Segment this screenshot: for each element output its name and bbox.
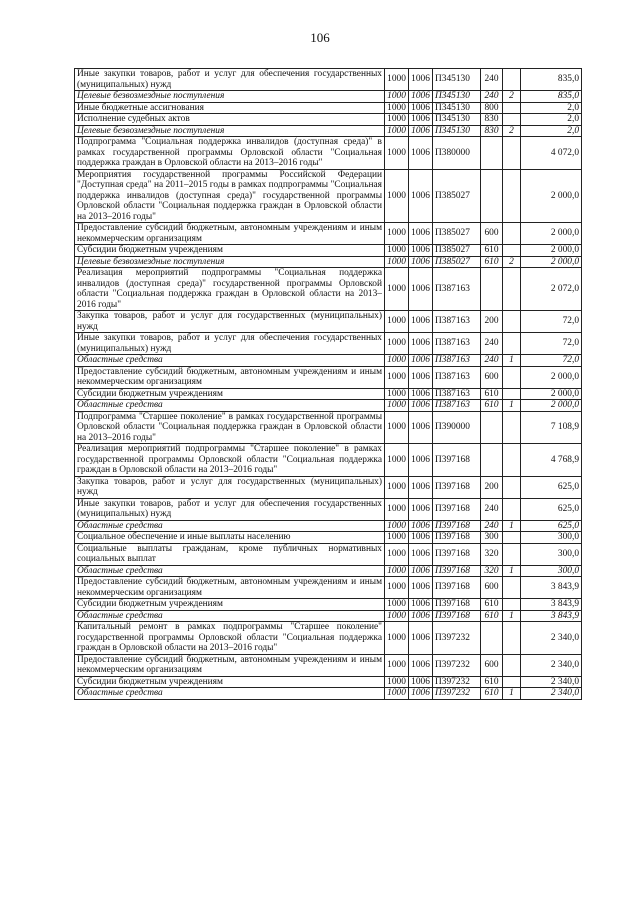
row-name-cell: Целевые безвозмездные поступления — [75, 91, 385, 103]
expense-type-cell: 600 — [481, 366, 503, 388]
row-name-cell: Областные средства — [75, 520, 385, 532]
amount-cell: 625,0 — [521, 476, 582, 498]
target-article-cell: П345130 — [433, 125, 481, 137]
section-code-cell: 1000 — [385, 676, 409, 688]
subsection-code-cell: 1006 — [409, 577, 433, 599]
target-article-cell: П397168 — [433, 610, 481, 622]
table-row — [75, 366, 582, 388]
section-code-cell: 1000 — [385, 366, 409, 388]
expense-type-cell — [481, 444, 503, 477]
subsection-code-cell: 1006 — [409, 388, 433, 400]
expense-type-cell — [481, 268, 503, 311]
subsection-code-cell: 1006 — [409, 114, 433, 126]
amount-cell: 2 340,0 — [521, 654, 582, 676]
table-row — [75, 223, 582, 245]
amount-cell: 3 843,9 — [521, 577, 582, 599]
expense-type-cell: 240 — [481, 91, 503, 103]
target-article-cell: П387163 — [433, 311, 481, 333]
table-row — [75, 333, 582, 355]
target-article-cell: П397232 — [433, 622, 481, 655]
section-code-cell: 1000 — [385, 333, 409, 355]
target-article-cell: П387163 — [433, 355, 481, 367]
budget-table — [74, 68, 582, 700]
expense-type-cell: 610 — [481, 400, 503, 412]
amount-cell: 4 768,9 — [521, 444, 582, 477]
subsection-code-cell: 1006 — [409, 245, 433, 257]
section-code-cell: 1000 — [385, 125, 409, 137]
amount-cell: 2 340,0 — [521, 622, 582, 655]
subsection-code-cell: 1006 — [409, 366, 433, 388]
row-name-cell: Иные закупки товаров, работ и услуг для обеспечения государственных (муниципальных) нужд — [75, 498, 385, 520]
section-code-cell: 1000 — [385, 102, 409, 114]
row-name-cell: Областные средства — [75, 688, 385, 700]
amount-cell: 2 000,0 — [521, 366, 582, 388]
expense-type-cell: 240 — [481, 355, 503, 367]
target-article-cell: П345130 — [433, 102, 481, 114]
funding-source-cell — [503, 388, 521, 400]
funding-source-cell — [503, 532, 521, 544]
row-name-cell: Социальные выплаты гражданам, кроме публичных нормативных социальных выплат — [75, 543, 385, 565]
funding-source-cell: 1 — [503, 610, 521, 622]
row-name-cell: Реализация мероприятий подпрограммы "Социальная поддержка инвалидов (доступная среда)" государственной программы Орловской области "Социальная поддержка граждан в Орловской области на 2013–2016 годы" — [75, 268, 385, 311]
amount-cell: 625,0 — [521, 520, 582, 532]
amount-cell: 2,0 — [521, 114, 582, 126]
amount-cell: 2 000,0 — [521, 256, 582, 268]
expense-type-cell: 800 — [481, 102, 503, 114]
subsection-code-cell: 1006 — [409, 622, 433, 655]
row-name-cell: Закупка товаров, работ и услуг для государственных (муниципальных) нужд — [75, 476, 385, 498]
table-row — [75, 245, 582, 257]
table-row — [75, 137, 582, 170]
section-code-cell: 1000 — [385, 622, 409, 655]
funding-source-cell: 2 — [503, 91, 521, 103]
expense-type-cell — [481, 411, 503, 444]
funding-source-cell — [503, 245, 521, 257]
target-article-cell: П387163 — [433, 400, 481, 412]
subsection-code-cell: 1006 — [409, 610, 433, 622]
funding-source-cell — [503, 69, 521, 91]
row-name-cell: Иные закупки товаров, работ и услуг для обеспечения государственных (муниципальных) нужд — [75, 69, 385, 91]
amount-cell: 3 843,9 — [521, 610, 582, 622]
subsection-code-cell: 1006 — [409, 543, 433, 565]
funding-source-cell — [503, 411, 521, 444]
funding-source-cell — [503, 137, 521, 170]
section-code-cell: 1000 — [385, 610, 409, 622]
target-article-cell: П397168 — [433, 543, 481, 565]
target-article-cell: П345130 — [433, 69, 481, 91]
page-number: 106 — [310, 30, 330, 45]
table-row — [75, 256, 582, 268]
funding-source-cell — [503, 366, 521, 388]
expense-type-cell: 600 — [481, 577, 503, 599]
section-code-cell: 1000 — [385, 565, 409, 577]
section-code-cell: 1000 — [385, 311, 409, 333]
target-article-cell: П397168 — [433, 520, 481, 532]
row-name-cell: Субсидии бюджетным учреждениям — [75, 388, 385, 400]
expense-type-cell: 240 — [481, 498, 503, 520]
amount-cell: 3 843,9 — [521, 599, 582, 611]
table-row — [75, 169, 582, 223]
row-name-cell: Подпрограмма "Социальная поддержка инвалидов (доступная среда)" в рамках государственной программы Орловской области "Социальная поддержка граждан в Орловской области на 2013–2016 годы" — [75, 137, 385, 170]
amount-cell: 2,0 — [521, 125, 582, 137]
funding-source-cell: 1 — [503, 565, 521, 577]
row-name-cell: Субсидии бюджетным учреждениям — [75, 245, 385, 257]
row-name-cell: Предоставление субсидий бюджетным, автономным учреждениям и иным некоммерческим организациям — [75, 366, 385, 388]
amount-cell: 7 108,9 — [521, 411, 582, 444]
amount-cell: 300,0 — [521, 565, 582, 577]
section-code-cell: 1000 — [385, 388, 409, 400]
expense-type-cell: 610 — [481, 676, 503, 688]
table-row — [75, 411, 582, 444]
row-name-cell: Исполнение судебных актов — [75, 114, 385, 126]
amount-cell: 72,0 — [521, 333, 582, 355]
amount-cell: 835,0 — [521, 69, 582, 91]
amount-cell: 2 340,0 — [521, 688, 582, 700]
row-name-cell: Субсидии бюджетным учреждениям — [75, 676, 385, 688]
row-name-cell: Областные средства — [75, 565, 385, 577]
funding-source-cell: 1 — [503, 400, 521, 412]
row-name-cell: Подпрограмма "Старшее поколение" в рамках государственной программы Орловской области "Социальная поддержка граждан в Орловской области на 2013–2016 годы" — [75, 411, 385, 444]
funding-source-cell — [503, 543, 521, 565]
funding-source-cell: 2 — [503, 125, 521, 137]
expense-type-cell: 610 — [481, 599, 503, 611]
row-name-cell: Мероприятия государственной программы Российской Федерации "Доступная среда" на 2011–2015 годы в рамках подпрограммы "Социальная поддержка инвалидов (доступная среда)" государственной программы Орловской области "Социальная поддержка граждан в Орловской области на 2013–2016 годы" — [75, 169, 385, 223]
expense-type-cell: 610 — [481, 388, 503, 400]
funding-source-cell — [503, 169, 521, 223]
target-article-cell: П397168 — [433, 577, 481, 599]
target-article-cell: П387163 — [433, 333, 481, 355]
expense-type-cell: 200 — [481, 476, 503, 498]
section-code-cell: 1000 — [385, 268, 409, 311]
expense-type-cell: 200 — [481, 311, 503, 333]
subsection-code-cell: 1006 — [409, 654, 433, 676]
target-article-cell: П385027 — [433, 245, 481, 257]
subsection-code-cell: 1006 — [409, 355, 433, 367]
table-row — [75, 676, 582, 688]
target-article-cell: П397168 — [433, 444, 481, 477]
subsection-code-cell: 1006 — [409, 223, 433, 245]
section-code-cell: 1000 — [385, 532, 409, 544]
row-name-cell: Иные закупки товаров, работ и услуг для обеспечения государственных (муниципальных) нужд — [75, 333, 385, 355]
subsection-code-cell: 1006 — [409, 676, 433, 688]
section-code-cell: 1000 — [385, 688, 409, 700]
amount-cell: 625,0 — [521, 498, 582, 520]
funding-source-cell — [503, 114, 521, 126]
target-article-cell: П397232 — [433, 654, 481, 676]
section-code-cell: 1000 — [385, 245, 409, 257]
target-article-cell: П345130 — [433, 114, 481, 126]
table-row — [75, 577, 582, 599]
section-code-cell: 1000 — [385, 498, 409, 520]
section-code-cell: 1000 — [385, 654, 409, 676]
expense-type-cell — [481, 169, 503, 223]
subsection-code-cell: 1006 — [409, 137, 433, 170]
funding-source-cell — [503, 577, 521, 599]
table-row — [75, 520, 582, 532]
section-code-cell: 1000 — [385, 223, 409, 245]
subsection-code-cell: 1006 — [409, 102, 433, 114]
row-name-cell: Социальное обеспечение и иные выплаты населению — [75, 532, 385, 544]
expense-type-cell: 610 — [481, 688, 503, 700]
subsection-code-cell: 1006 — [409, 565, 433, 577]
target-article-cell: П387163 — [433, 268, 481, 311]
expense-type-cell: 300 — [481, 532, 503, 544]
subsection-code-cell: 1006 — [409, 411, 433, 444]
amount-cell: 2 000,0 — [521, 245, 582, 257]
table-row — [75, 268, 582, 311]
funding-source-cell — [503, 444, 521, 477]
target-article-cell: П385027 — [433, 169, 481, 223]
amount-cell: 2 340,0 — [521, 676, 582, 688]
funding-source-cell — [503, 654, 521, 676]
section-code-cell: 1000 — [385, 400, 409, 412]
funding-source-cell — [503, 498, 521, 520]
section-code-cell: 1000 — [385, 543, 409, 565]
funding-source-cell — [503, 599, 521, 611]
expense-type-cell: 320 — [481, 543, 503, 565]
row-name-cell: Предоставление субсидий бюджетным, автономным учреждениям и иным некоммерческим организациям — [75, 654, 385, 676]
funding-source-cell — [503, 333, 521, 355]
section-code-cell: 1000 — [385, 256, 409, 268]
amount-cell: 300,0 — [521, 543, 582, 565]
row-name-cell: Капитальный ремонт в рамках подпрограммы "Старшее поколение" государственной программы Орловской области "Социальная поддержка граждан в Орловской области на 2013–2016 годы" — [75, 622, 385, 655]
table-row — [75, 311, 582, 333]
section-code-cell: 1000 — [385, 169, 409, 223]
row-name-cell: Целевые безвозмездные поступления — [75, 256, 385, 268]
target-article-cell: П397232 — [433, 688, 481, 700]
expense-type-cell — [481, 137, 503, 170]
target-article-cell: П385027 — [433, 256, 481, 268]
row-name-cell: Областные средства — [75, 355, 385, 367]
expense-type-cell: 610 — [481, 245, 503, 257]
subsection-code-cell: 1006 — [409, 125, 433, 137]
subsection-code-cell: 1006 — [409, 69, 433, 91]
expense-type-cell — [481, 622, 503, 655]
table-row — [75, 498, 582, 520]
section-code-cell: 1000 — [385, 137, 409, 170]
table-row — [75, 599, 582, 611]
amount-cell: 72,0 — [521, 355, 582, 367]
table-body — [75, 69, 582, 700]
amount-cell: 2 000,0 — [521, 169, 582, 223]
table-row — [75, 610, 582, 622]
target-article-cell: П380000 — [433, 137, 481, 170]
subsection-code-cell: 1006 — [409, 169, 433, 223]
table-row — [75, 444, 582, 477]
funding-source-cell — [503, 476, 521, 498]
amount-cell: 2,0 — [521, 102, 582, 114]
amount-cell: 72,0 — [521, 311, 582, 333]
target-article-cell: П387163 — [433, 388, 481, 400]
section-code-cell: 1000 — [385, 444, 409, 477]
target-article-cell: П345130 — [433, 91, 481, 103]
section-code-cell: 1000 — [385, 577, 409, 599]
table-row — [75, 543, 582, 565]
target-article-cell: П390000 — [433, 411, 481, 444]
table-row — [75, 688, 582, 700]
funding-source-cell — [503, 622, 521, 655]
funding-source-cell — [503, 268, 521, 311]
table-row — [75, 476, 582, 498]
amount-cell: 2 072,0 — [521, 268, 582, 311]
row-name-cell: Субсидии бюджетным учреждениям — [75, 599, 385, 611]
section-code-cell: 1000 — [385, 91, 409, 103]
subsection-code-cell: 1006 — [409, 532, 433, 544]
table-row — [75, 69, 582, 91]
target-article-cell: П397168 — [433, 498, 481, 520]
funding-source-cell — [503, 676, 521, 688]
subsection-code-cell: 1006 — [409, 476, 433, 498]
table-row — [75, 355, 582, 367]
row-name-cell: Предоставление субсидий бюджетным, автономным учреждениям и иным некоммерческим организациям — [75, 577, 385, 599]
funding-source-cell: 2 — [503, 256, 521, 268]
section-code-cell: 1000 — [385, 355, 409, 367]
table-row — [75, 565, 582, 577]
amount-cell: 2 000,0 — [521, 400, 582, 412]
subsection-code-cell: 1006 — [409, 333, 433, 355]
funding-source-cell — [503, 311, 521, 333]
row-name-cell: Областные средства — [75, 610, 385, 622]
expense-type-cell: 830 — [481, 125, 503, 137]
target-article-cell: П397168 — [433, 599, 481, 611]
expense-type-cell: 830 — [481, 114, 503, 126]
table-row — [75, 622, 582, 655]
section-code-cell: 1000 — [385, 114, 409, 126]
table-row — [75, 125, 582, 137]
row-name-cell: Областные средства — [75, 400, 385, 412]
table-row — [75, 114, 582, 126]
expense-type-cell: 320 — [481, 565, 503, 577]
expense-type-cell: 240 — [481, 333, 503, 355]
subsection-code-cell: 1006 — [409, 599, 433, 611]
target-article-cell: П387163 — [433, 366, 481, 388]
table-row — [75, 102, 582, 114]
funding-source-cell: 1 — [503, 520, 521, 532]
subsection-code-cell: 1006 — [409, 311, 433, 333]
target-article-cell: П385027 — [433, 223, 481, 245]
subsection-code-cell: 1006 — [409, 400, 433, 412]
table-row — [75, 91, 582, 103]
target-article-cell: П397168 — [433, 565, 481, 577]
subsection-code-cell: 1006 — [409, 520, 433, 532]
expense-type-cell: 600 — [481, 654, 503, 676]
funding-source-cell — [503, 102, 521, 114]
table-row — [75, 532, 582, 544]
expense-type-cell: 610 — [481, 256, 503, 268]
target-article-cell: П397168 — [433, 532, 481, 544]
section-code-cell: 1000 — [385, 69, 409, 91]
amount-cell: 2 000,0 — [521, 388, 582, 400]
subsection-code-cell: 1006 — [409, 91, 433, 103]
section-code-cell: 1000 — [385, 476, 409, 498]
row-name-cell: Предоставление субсидий бюджетным, автономным учреждениям и иным некоммерческим организациям — [75, 223, 385, 245]
expense-type-cell: 610 — [481, 610, 503, 622]
subsection-code-cell: 1006 — [409, 256, 433, 268]
amount-cell: 4 072,0 — [521, 137, 582, 170]
amount-cell: 2 000,0 — [521, 223, 582, 245]
expense-type-cell: 240 — [481, 69, 503, 91]
amount-cell: 300,0 — [521, 532, 582, 544]
subsection-code-cell: 1006 — [409, 268, 433, 311]
row-name-cell: Закупка товаров, работ и услуг для государственных (муниципальных) нужд — [75, 311, 385, 333]
subsection-code-cell: 1006 — [409, 688, 433, 700]
table-row — [75, 400, 582, 412]
amount-cell: 835,0 — [521, 91, 582, 103]
subsection-code-cell: 1006 — [409, 498, 433, 520]
expense-type-cell: 600 — [481, 223, 503, 245]
expense-type-cell: 240 — [481, 520, 503, 532]
section-code-cell: 1000 — [385, 520, 409, 532]
row-name-cell: Реализация мероприятий подпрограммы "Старшее поколение" в рамках государственной программы Орловской области "Социальная поддержка граждан в Орловской области на 2013–2016 годы" — [75, 444, 385, 477]
target-article-cell: П397232 — [433, 676, 481, 688]
row-name-cell: Целевые безвозмездные поступления — [75, 125, 385, 137]
table-row — [75, 654, 582, 676]
table-row — [75, 388, 582, 400]
funding-source-cell — [503, 223, 521, 245]
funding-source-cell: 1 — [503, 688, 521, 700]
section-code-cell: 1000 — [385, 411, 409, 444]
funding-source-cell: 1 — [503, 355, 521, 367]
row-name-cell: Иные бюджетные ассигнования — [75, 102, 385, 114]
target-article-cell: П397168 — [433, 476, 481, 498]
section-code-cell: 1000 — [385, 599, 409, 611]
subsection-code-cell: 1006 — [409, 444, 433, 477]
